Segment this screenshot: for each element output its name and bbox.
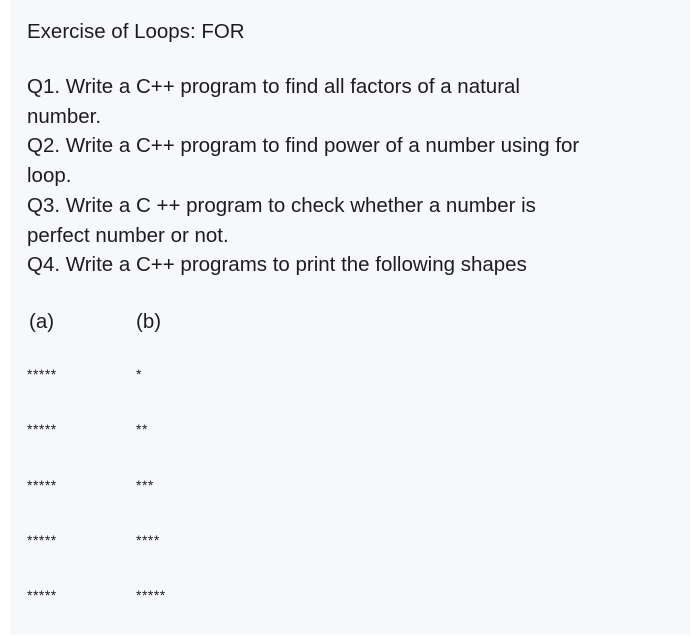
question-line: Q3. Write a C ++ program to check whether a number is xyxy=(27,194,536,217)
question-line: perfect number or not. xyxy=(27,224,229,247)
title: Exercise of Loops: FOR xyxy=(27,20,245,43)
question-line: Q1. Write a C++ program to find all factors of a natural xyxy=(27,75,520,98)
shape-a-row: ***** xyxy=(27,366,57,382)
shape-b-row: *** xyxy=(136,477,154,493)
shape-a-label: (a) xyxy=(29,310,55,333)
shape-a-row: ***** xyxy=(27,421,57,437)
shape-b-row: ** xyxy=(136,421,148,437)
question-line: number. xyxy=(27,105,102,128)
shape-b-row: ***** xyxy=(136,587,166,603)
shape-b-row: **** xyxy=(136,532,160,548)
question-line: Q4. Write a C++ programs to print the following shapes xyxy=(27,253,527,276)
question-line: loop. xyxy=(27,164,72,187)
shape-a-row: ***** xyxy=(27,587,57,603)
shape-a-row: ***** xyxy=(27,477,57,493)
shape-b-label: (b) xyxy=(136,310,162,333)
shape-a-row: ***** xyxy=(27,532,57,548)
shape-b-row: * xyxy=(136,366,142,382)
question-line: Q2. Write a C++ program to find power of a number using for xyxy=(27,134,580,157)
